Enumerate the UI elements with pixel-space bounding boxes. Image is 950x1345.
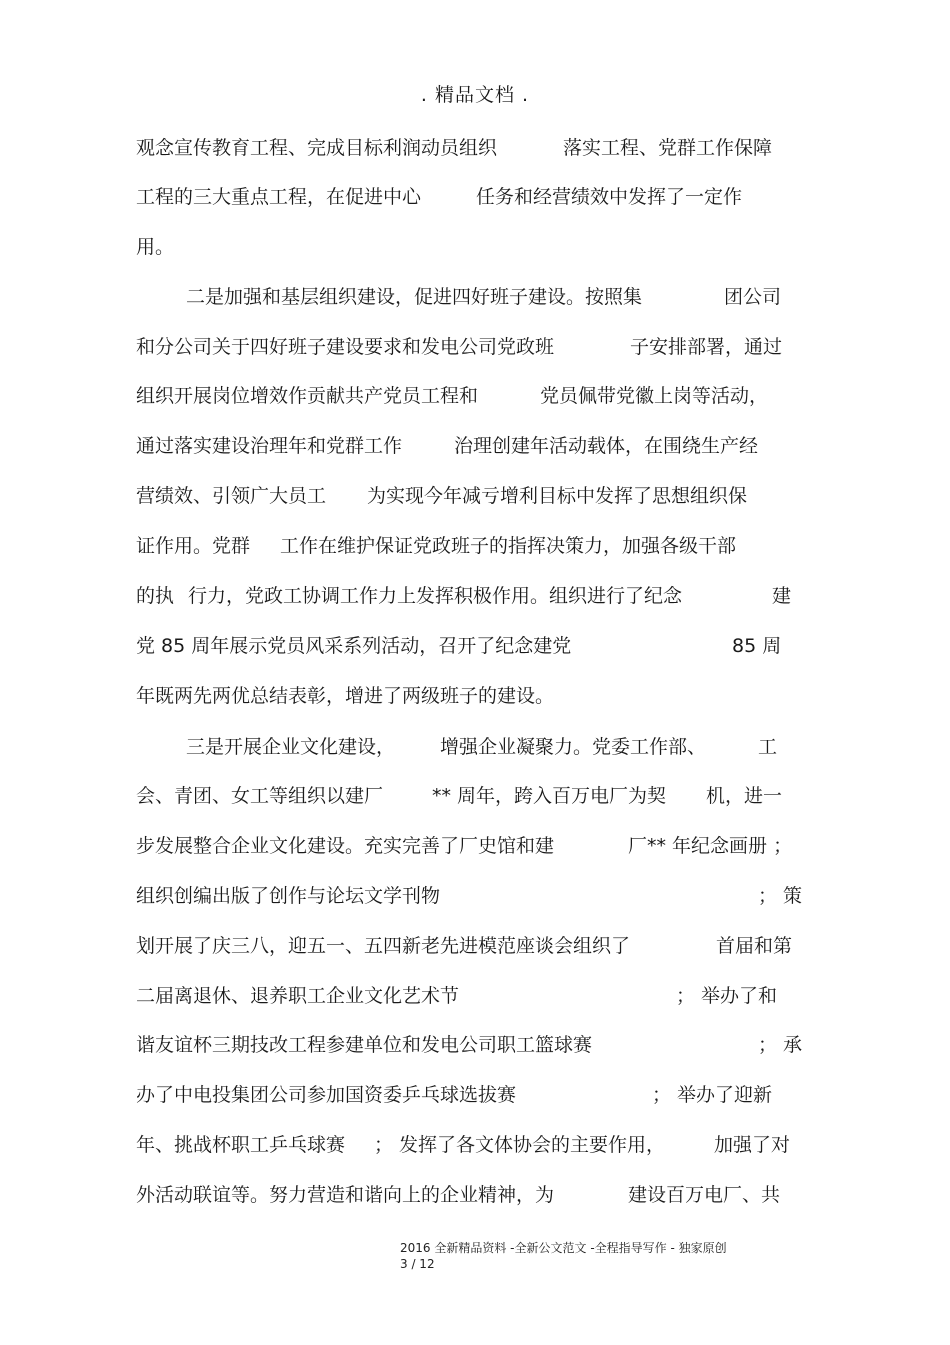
text-segment: 首届和第 <box>716 935 793 957</box>
text-segment: 治理创建年活动载体，在围绕生产经 <box>454 435 759 457</box>
text-segment: 工 <box>758 736 778 758</box>
text-segment: 工程的三大重点工程，在促进中心 <box>136 186 422 208</box>
text-segment: 组织开展岗位增效作贡献共产党员工程和 <box>136 385 479 407</box>
text-segment: ** 周年，跨入百万电厂为契 <box>432 785 667 807</box>
text-segment: 证作用。党群 <box>136 535 251 557</box>
text-segment: 观念宣传教育工程、完成目标利润动员组织 <box>136 137 498 159</box>
text-segment: 营绩效、引领广大员工 <box>136 485 327 507</box>
text-segment: 组织创编出版了创作与论坛文学刊物 <box>136 885 441 907</box>
text-segment: 子安排部署，通过 <box>630 336 783 358</box>
text-segment: ； 承 <box>758 1034 803 1056</box>
text-segment: 办了中电投集团公司参加国资委乒乓球选拔赛 <box>136 1084 517 1106</box>
text-segment: 落实工程、党群工作保障 <box>563 137 773 159</box>
text-segment: 党员佩带党徽上岗等活动， <box>540 385 769 407</box>
text-segment: 行力，党政工协调工作力上发挥积极作用。组织进行了纪念 <box>188 585 683 607</box>
text-segment: 会、青团、女工等组织以建厂 <box>136 785 384 807</box>
text-segment: 步发展整合企业文化建设。充实完善了厂史馆和建 <box>136 835 555 857</box>
page-footer <box>400 1240 727 1272</box>
text-segment: ； 举办了迎新 <box>652 1084 773 1106</box>
text-segment: ； 发挥了各文体协会的主要作用， <box>374 1134 666 1156</box>
text-segment: 厂** 年纪念画册 ； <box>628 835 793 857</box>
text-segment: 谐友谊杯三期技改工程参建单位和发电公司职工篮球赛 <box>136 1034 593 1056</box>
text-segment: 加强了对 <box>714 1134 791 1156</box>
text-segment: 外活动联谊等。努力营造和谐向上的企业精神，为 <box>136 1184 555 1206</box>
text-segment: 通过落实建设治理年和党群工作 <box>136 435 403 457</box>
text-segment: 团公司 <box>724 286 782 308</box>
page-number: 3 / 12 <box>400 1257 435 1271</box>
text-segment: 的执 <box>136 585 175 607</box>
text-segment: ； 举办了和 <box>676 985 778 1007</box>
text-segment: 三是开展企业文化建设， <box>186 736 396 758</box>
footer-caption: 2016 全新精品资料 -全新公文范文 -全程指导写作 - 独家原创 <box>400 1241 727 1255</box>
text-segment: 年、挑战杯职工乒乓球赛 <box>136 1134 346 1156</box>
text-segment: 年既两先两优总结表彰，增进了两级班子的建设。 <box>136 685 555 707</box>
page-header: . 精品文档 . <box>420 84 530 106</box>
text-segment: 党 85 周年展示党员风采系列活动，召开了纪念建党 <box>136 635 572 657</box>
text-segment: 二届离退休、退养职工企业文化艺术节 <box>136 985 460 1007</box>
text-segment: 和分公司关于四好班子建设要求和发电公司党政班 <box>136 336 555 358</box>
text-segment: 85 周 <box>732 635 782 657</box>
text-segment: 机，进一 <box>706 785 783 807</box>
text-segment: ； 策 <box>758 885 803 907</box>
text-segment: 建设百万电厂、共 <box>628 1184 781 1206</box>
text-segment: 用。 <box>136 236 175 258</box>
text-segment: 二是加强和基层组织建设，促进四好班子建设。按照集 <box>186 286 643 308</box>
text-segment: 任务和经营绩效中发挥了一定作 <box>476 186 743 208</box>
text-segment: 为实现今年减亏增利目标中发挥了思想组织保 <box>367 485 748 507</box>
text-segment: 建 <box>772 585 792 607</box>
text-segment: 工作在维护保证党政班子的指挥决策力，加强各级干部 <box>280 535 737 557</box>
text-segment: 增强企业凝聚力。党委工作部、 <box>440 736 707 758</box>
text-segment: 划开展了庆三八，迎五一、五四新老先进模范座谈会组织了 <box>136 935 631 957</box>
